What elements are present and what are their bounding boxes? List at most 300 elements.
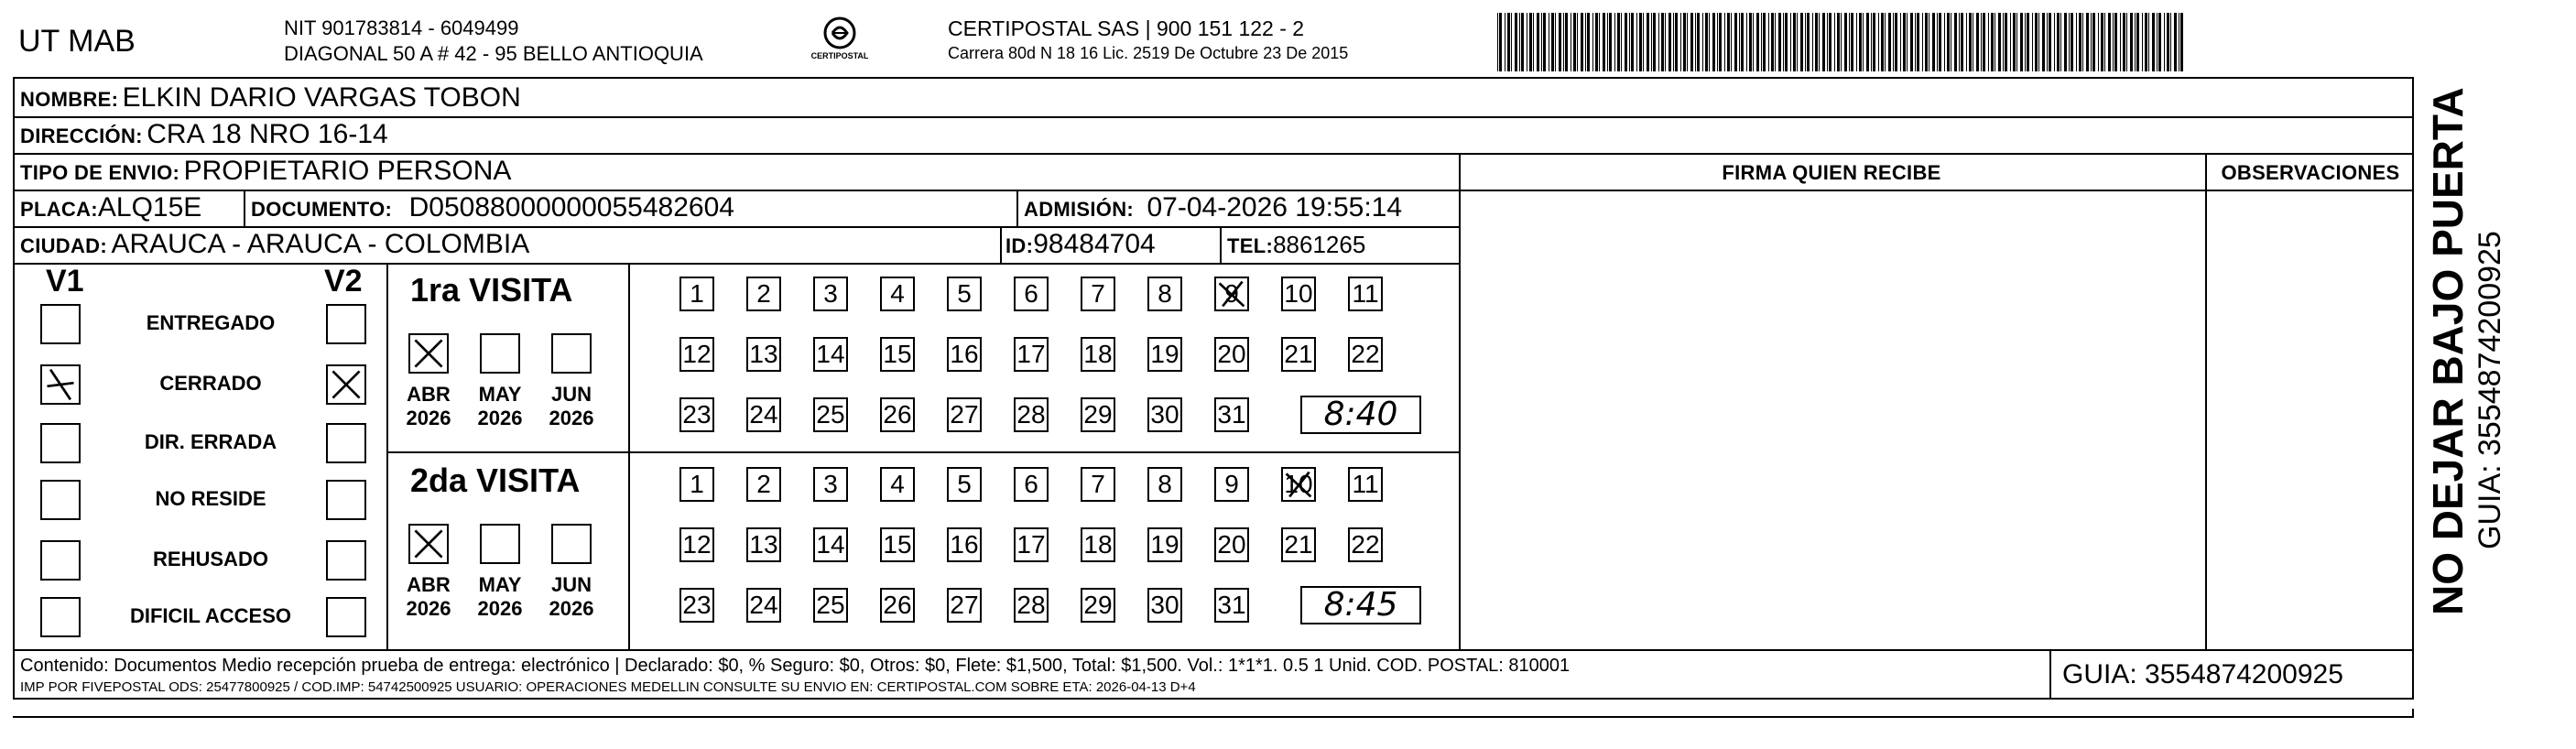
day-box-31[interactable]: 31 <box>1214 397 1249 432</box>
day-box-11[interactable]: 11 <box>1348 467 1383 502</box>
barcode-bar <box>1815 13 1818 71</box>
barcode-bar <box>1595 13 1598 71</box>
visit-title: 1ra VISITA <box>410 271 573 309</box>
barcode-bar <box>2113 13 2114 71</box>
day-box-31[interactable]: 31 <box>1214 588 1249 623</box>
day-box-15[interactable]: 15 <box>880 337 915 372</box>
company-nit: NIT 901783814 - 6049499 <box>284 16 519 39</box>
day-box-21[interactable]: 21 <box>1281 337 1316 372</box>
barcode-bar <box>2016 13 2017 71</box>
day-box-6[interactable]: 6 <box>1014 277 1049 311</box>
tipo-value: PROPIETARIO PERSONA <box>183 156 512 186</box>
barcode-bar <box>1577 13 1578 71</box>
barcode-bar <box>2098 13 2099 71</box>
v2-checkbox[interactable] <box>326 480 366 520</box>
day-box-16[interactable]: 16 <box>947 527 982 562</box>
day-box-13[interactable]: 13 <box>746 337 781 372</box>
barcode-bar <box>1893 13 1894 71</box>
barcode-bar <box>1695 13 1696 71</box>
v1-checkbox[interactable] <box>40 423 81 463</box>
day-box-29[interactable]: 29 <box>1081 588 1115 623</box>
barcode-bar <box>1790 13 1791 71</box>
visit-time[interactable]: 8:45 <box>1300 586 1421 624</box>
company-address: DIAGONAL 50 A # 42 - 95 BELLO ANTIOQUIA <box>284 42 703 65</box>
barcode-bar <box>1822 13 1825 71</box>
day-box-23[interactable]: 23 <box>679 397 714 432</box>
day-box-10[interactable]: 10 <box>1281 467 1316 502</box>
nombre-label: NOMBRE: <box>20 88 119 111</box>
barcode-bar <box>2038 13 2039 71</box>
barcode-bar <box>2108 13 2111 71</box>
barcode-bar <box>1543 13 1546 71</box>
day-box-2[interactable]: 2 <box>746 467 781 502</box>
documento-label: DOCUMENTO: <box>251 198 393 221</box>
direccion-value: CRA 18 NRO 16-14 <box>147 119 388 149</box>
observaciones-header <box>2209 161 2412 185</box>
barcode-bar <box>1658 13 1659 71</box>
barcode-bar <box>1812 13 1813 71</box>
day-box-19[interactable]: 19 <box>1147 527 1182 562</box>
barcode-bar <box>1587 13 1590 71</box>
month-checkbox[interactable] <box>551 333 592 374</box>
day-box-18[interactable]: 18 <box>1081 527 1115 562</box>
day-box-7[interactable]: 7 <box>1081 277 1115 311</box>
barcode-bar <box>1746 13 1747 71</box>
barcode-bar <box>2164 13 2165 71</box>
barcode-bar <box>1994 13 1995 71</box>
barcode-bar <box>2071 13 2073 71</box>
day-box-4[interactable]: 4 <box>880 467 915 502</box>
barcode-bar <box>1768 13 1769 71</box>
barcode-bar <box>1625 13 1627 71</box>
barcode-bar <box>1741 13 1744 71</box>
barcode-bar <box>1785 13 1788 71</box>
direccion-label: DIRECCIÓN: <box>20 125 143 147</box>
day-box-30[interactable]: 30 <box>1147 397 1182 432</box>
barcode-bar <box>1873 13 1875 71</box>
id-label: ID: <box>1005 234 1034 257</box>
barcode-bar <box>1631 13 1634 71</box>
day-box-19[interactable]: 19 <box>1147 337 1182 372</box>
day-box-7[interactable]: 7 <box>1081 467 1115 502</box>
barcode-bar <box>2042 13 2045 71</box>
barcode-bar <box>1719 13 1722 71</box>
status-label: DIR. ERRADA <box>144 430 277 453</box>
day-box-10[interactable]: 10 <box>1281 277 1316 311</box>
month-label <box>469 383 531 430</box>
documento-value: D05088000000055482604 <box>408 192 734 223</box>
month-year: 2026 <box>549 407 594 429</box>
v2-checkbox[interactable] <box>326 304 366 344</box>
barcode-bar <box>1778 13 1781 71</box>
barcode-bar <box>1609 13 1612 71</box>
day-box-9[interactable]: 9 <box>1214 467 1249 502</box>
barcode-bar <box>1607 13 1608 71</box>
day-box-1[interactable]: 1 <box>679 467 714 502</box>
day-box-3[interactable]: 3 <box>813 467 848 502</box>
day-box-26[interactable]: 26 <box>880 397 915 432</box>
company-name: UT MAB <box>18 24 136 59</box>
barcode-bar <box>1844 13 1847 71</box>
barcode-bar <box>1763 13 1766 71</box>
day-box-28[interactable]: 28 <box>1014 397 1049 432</box>
tel-field <box>1227 231 1365 259</box>
day-box-22[interactable]: 22 <box>1348 527 1383 562</box>
barcode-bar <box>1541 13 1542 71</box>
direccion-field <box>20 119 388 150</box>
barcode-bar <box>1903 13 1906 71</box>
barcode-bar <box>1834 13 1835 71</box>
tipo-label: TIPO DE ENVIO: <box>20 161 180 184</box>
observaciones-label: OBSERVACIONES <box>2221 161 2400 184</box>
barcode-bar <box>1581 13 1583 71</box>
day-box-8[interactable]: 8 <box>1147 277 1182 311</box>
barcode-bar <box>2060 13 2061 71</box>
barcode-bar <box>2130 13 2133 71</box>
barcode-bar <box>1922 13 1923 71</box>
barcode-bar <box>2010 13 2011 71</box>
barcode-bar <box>1573 13 1576 71</box>
month-year: 2026 <box>406 407 451 429</box>
barcode-bar <box>1515 13 1517 71</box>
barcode-bar <box>1537 13 1539 71</box>
day-box-2[interactable]: 2 <box>746 277 781 311</box>
barcode-bar <box>1856 13 1857 71</box>
barcode-bar <box>1797 13 1798 71</box>
barcode-bar <box>1653 13 1656 71</box>
barcode-bar <box>2120 13 2121 71</box>
day-box-12[interactable]: 12 <box>679 527 714 562</box>
month-year: 2026 <box>477 407 523 429</box>
month-name: ABR <box>407 573 451 596</box>
barcode-bar <box>2079 13 2081 71</box>
day-box-26[interactable]: 26 <box>880 588 915 623</box>
barcode-bar <box>1910 13 1913 71</box>
barcode-bar <box>1976 13 1979 71</box>
logo-text: CERTIPOSTAL <box>810 51 869 60</box>
carrier-license: Carrera 80d N 18 16 Lic. 2519 De Octubre 23 De 2015 <box>948 44 1349 62</box>
barcode-bar <box>2158 13 2161 71</box>
barcode-bar <box>1697 13 1700 71</box>
day-box-18[interactable]: 18 <box>1081 337 1115 372</box>
barcode-bar <box>2035 13 2038 71</box>
month-label <box>397 573 460 621</box>
id-field <box>1005 229 1156 260</box>
barcode-bar <box>1907 13 1908 71</box>
barcode-bar <box>1614 13 1615 71</box>
day-box-15[interactable]: 15 <box>880 527 915 562</box>
barcode-bar <box>1888 13 1891 71</box>
barcode-bar <box>1629 13 1630 71</box>
v1-checkbox[interactable] <box>40 304 81 344</box>
barcode-bar <box>1519 13 1520 71</box>
firma-label: FIRMA QUIEN RECIBE <box>1722 161 1941 184</box>
month-name: MAY <box>478 383 522 406</box>
barcode-bar <box>1585 13 1586 71</box>
day-box-1[interactable]: 1 <box>679 277 714 311</box>
barcode-bar <box>1756 13 1759 71</box>
v1-checkbox[interactable] <box>40 597 81 637</box>
barcode-bar <box>1915 13 1916 71</box>
day-box-20[interactable]: 20 <box>1214 337 1249 372</box>
day-box-30[interactable]: 30 <box>1147 588 1182 623</box>
month-label <box>540 383 603 430</box>
barcode-bar <box>1675 13 1678 71</box>
barcode-bar <box>1565 13 1568 71</box>
month-name: JUN <box>550 573 592 596</box>
tel-label: TEL: <box>1227 234 1274 257</box>
side-guia: GUIA: 3554874200925 <box>2473 231 2507 549</box>
month-label <box>540 573 603 621</box>
admision-field <box>1024 192 1402 223</box>
month-year: 2026 <box>477 597 523 620</box>
barcode-bar <box>2104 13 2105 71</box>
day-box-22[interactable]: 22 <box>1348 337 1383 372</box>
barcode-bar <box>1712 13 1715 71</box>
barcode-bar <box>2086 13 2089 71</box>
barcode-bar <box>1863 13 1864 71</box>
barcode-bar <box>1639 13 1642 71</box>
barcode-bar <box>2003 13 2004 71</box>
barcode-bar <box>1932 13 1935 71</box>
nombre-value: ELKIN DARIO VARGAS TOBON <box>122 82 521 113</box>
placa-field <box>20 192 201 223</box>
barcode-bar <box>1665 13 1666 71</box>
barcode-bar <box>2005 13 2007 71</box>
barcode-bar <box>2027 13 2029 71</box>
v2-checkbox[interactable] <box>326 423 366 463</box>
day-box-24[interactable]: 24 <box>746 588 781 623</box>
footer-guia: GUIA: 3554874200925 <box>2062 659 2343 689</box>
barcode-bar <box>2049 13 2051 71</box>
id-value: 98484704 <box>1033 229 1156 259</box>
barcode-bar <box>1885 13 1886 71</box>
month-name: MAY <box>478 573 522 596</box>
documento-field <box>251 192 734 223</box>
day-box-5[interactable]: 5 <box>947 467 982 502</box>
v2-checkbox[interactable] <box>326 540 366 581</box>
barcode-bar <box>1521 13 1524 71</box>
barcode-bar <box>2136 13 2139 71</box>
ciudad-label: CIUDAD: <box>20 234 107 257</box>
barcode-bar <box>1800 13 1803 71</box>
visit-time[interactable]: 8:40 <box>1300 396 1421 434</box>
day-box-17[interactable]: 17 <box>1014 337 1049 372</box>
barcode-bar <box>1925 13 1928 71</box>
barcode-bar <box>2032 13 2033 71</box>
barcode-bar <box>1555 13 1556 71</box>
status-label: CERRADO <box>159 372 262 395</box>
footer-imp: IMP POR FIVEPOSTAL ODS: 25477800925 / COD.IMP: 54742500925 USUARIO: OPERACIONES MEDELLIN CONSULTE SU ENVIO EN: CERTIPOSTAL.COM SOBRE ETA: 2026-04-13 D+4 <box>20 679 1196 695</box>
barcode-bar <box>1529 13 1532 71</box>
barcode-bar <box>2123 13 2125 71</box>
tipo-field <box>20 156 511 187</box>
barcode-bar <box>1687 13 1688 71</box>
v2-checkbox[interactable] <box>326 364 366 405</box>
barcode-bar <box>1969 13 1972 71</box>
barcode-bar <box>1690 13 1693 71</box>
barcode-bar <box>2126 13 2127 71</box>
barcode-bar <box>1680 13 1681 71</box>
barcode-bar <box>1727 13 1730 71</box>
barcode-bar <box>1621 13 1622 71</box>
barcode-bar <box>1683 13 1686 71</box>
firma-header <box>1465 161 2198 185</box>
barcode-bar <box>1651 13 1652 71</box>
barcode-bar <box>2025 13 2026 71</box>
barcode-bar <box>1917 13 1919 71</box>
month-name: ABR <box>407 383 451 406</box>
barcode-bar <box>1988 13 1989 71</box>
day-box-14[interactable]: 14 <box>813 527 848 562</box>
barcode-bar <box>1668 13 1671 71</box>
barcode-bar <box>1749 13 1752 71</box>
barcode-bar <box>1533 13 1534 71</box>
barcode-bar <box>1775 13 1776 71</box>
barcode-bar <box>1636 13 1637 71</box>
month-label <box>469 573 531 621</box>
v2-header: V2 <box>324 264 363 299</box>
v2-checkbox[interactable] <box>326 597 366 637</box>
barcode-bar <box>1661 13 1664 71</box>
barcode-bar <box>1895 13 1897 71</box>
barcode-bar <box>1807 13 1810 71</box>
month-checkbox[interactable] <box>551 524 592 564</box>
barcode-bar <box>2101 13 2103 71</box>
barcode-bar <box>1709 13 1710 71</box>
barcode-bar <box>2170 13 2171 71</box>
day-box-8[interactable]: 8 <box>1147 467 1182 502</box>
v1-checkbox[interactable] <box>40 540 81 581</box>
day-box-6[interactable]: 6 <box>1014 467 1049 502</box>
month-checkbox[interactable] <box>408 524 449 564</box>
barcode-bar <box>1841 13 1842 71</box>
v1-checkbox[interactable] <box>40 480 81 520</box>
v1-checkbox[interactable] <box>40 364 81 405</box>
barcode-bar <box>1563 13 1564 71</box>
day-box-9[interactable]: 9 <box>1214 277 1249 311</box>
day-box-28[interactable]: 28 <box>1014 588 1049 623</box>
day-box-14[interactable]: 14 <box>813 337 848 372</box>
barcode-bar <box>2057 13 2060 71</box>
barcode-bar <box>1829 13 1831 71</box>
barcode-bar <box>2076 13 2077 71</box>
month-checkbox[interactable] <box>480 524 520 564</box>
barcode-bar <box>1900 13 1901 71</box>
day-box-13[interactable]: 13 <box>746 527 781 562</box>
barcode-bar <box>1551 13 1554 71</box>
barcode-bar <box>1603 13 1605 71</box>
barcode-bar <box>2064 13 2067 71</box>
status-label: DIFICIL ACCESO <box>129 604 291 627</box>
barcode-bar <box>1827 13 1828 71</box>
day-box-16[interactable]: 16 <box>947 337 982 372</box>
status-label: ENTREGADO <box>146 311 276 334</box>
barcode-bar <box>2167 13 2169 71</box>
barcode-bar <box>2145 13 2147 71</box>
day-box-23[interactable]: 23 <box>679 588 714 623</box>
barcode-bar <box>1947 13 1950 71</box>
visit-title: 2da VISITA <box>410 461 581 499</box>
barcode-bar <box>1871 13 1872 71</box>
month-label <box>397 383 460 430</box>
ciudad-value: ARAUCA - ARAUCA - COLOMBIA <box>111 229 530 259</box>
day-box-17[interactable]: 17 <box>1014 527 1049 562</box>
day-box-21[interactable]: 21 <box>1281 527 1316 562</box>
day-box-5[interactable]: 5 <box>947 277 982 311</box>
day-box-3[interactable]: 3 <box>813 277 848 311</box>
barcode-bar <box>2148 13 2149 71</box>
month-checkbox[interactable] <box>480 333 520 374</box>
status-label: NO RESIDE <box>155 487 266 510</box>
barcode-bar <box>1617 13 1620 71</box>
day-box-4[interactable]: 4 <box>880 277 915 311</box>
barcode-bar <box>2180 13 2183 71</box>
barcode-bar <box>1599 13 1600 71</box>
barcode-bar <box>1761 13 1762 71</box>
barcode-bar <box>1731 13 1732 71</box>
barcode-bar <box>1702 13 1703 71</box>
barcode-bar <box>1734 13 1737 71</box>
nombre-field <box>20 82 521 114</box>
footer-contenido: Contenido: Documentos Medio recepción prueba de entrega: electrónico | Declarado: $0, % Seguro: $0, Otros: $0, Flete: $1,500, Total: $1,500. Vol.: 1*1*1. 0.5 1 Unid. COD. POSTAL: 810001 <box>20 656 1571 676</box>
barcode-bar <box>1511 13 1512 71</box>
day-box-11[interactable]: 11 <box>1348 277 1383 311</box>
barcode-bar <box>1991 13 1994 71</box>
barcode-bar <box>1961 13 1963 71</box>
barcode-bar <box>2054 13 2055 71</box>
barcode-bar <box>2092 13 2095 71</box>
day-box-12[interactable]: 12 <box>679 337 714 372</box>
placa-value: ALQ15E <box>97 192 202 223</box>
barcode-bar <box>1937 13 1938 71</box>
barcode-bar <box>1507 13 1510 71</box>
barcode-bar <box>1866 13 1869 71</box>
month-year: 2026 <box>549 597 594 620</box>
barcode-bar <box>1717 13 1718 71</box>
barcode-bar <box>2152 13 2155 71</box>
barcode-bar <box>2069 13 2070 71</box>
month-year: 2026 <box>406 597 451 620</box>
barcode-bar <box>2047 13 2048 71</box>
side-notice: NO DEJAR BAJO PUERTA <box>2424 87 2472 615</box>
barcode-bar <box>1939 13 1941 71</box>
carrier-name: CERTIPOSTAL SAS | 900 151 122 - 2 <box>948 16 1305 40</box>
barcode-bar <box>2091 13 2092 71</box>
day-box-20[interactable]: 20 <box>1214 527 1249 562</box>
day-box-25[interactable]: 25 <box>813 588 848 623</box>
barcode-bar <box>2114 13 2117 71</box>
month-checkbox[interactable] <box>408 333 449 374</box>
barcode-bar <box>1998 13 2001 71</box>
barcode-bar <box>1981 13 1982 71</box>
barcode-bar <box>1771 13 1774 71</box>
day-box-27[interactable]: 27 <box>947 397 982 432</box>
barcode-bar <box>1944 13 1945 71</box>
day-box-27[interactable]: 27 <box>947 588 982 623</box>
barcode-bar <box>1724 13 1725 71</box>
barcode-bar <box>1878 13 1879 71</box>
admision-value: 07-04-2026 19:55:14 <box>1147 192 1403 223</box>
barcode-bar <box>1966 13 1967 71</box>
barcode-bar <box>2082 13 2083 71</box>
day-box-24[interactable]: 24 <box>746 397 781 432</box>
barcode-bar <box>1959 13 1960 71</box>
barcode-bar <box>1849 13 1850 71</box>
barcode-bar <box>2157 13 2158 71</box>
day-box-29[interactable]: 29 <box>1081 397 1115 432</box>
day-box-25[interactable]: 25 <box>813 397 848 432</box>
